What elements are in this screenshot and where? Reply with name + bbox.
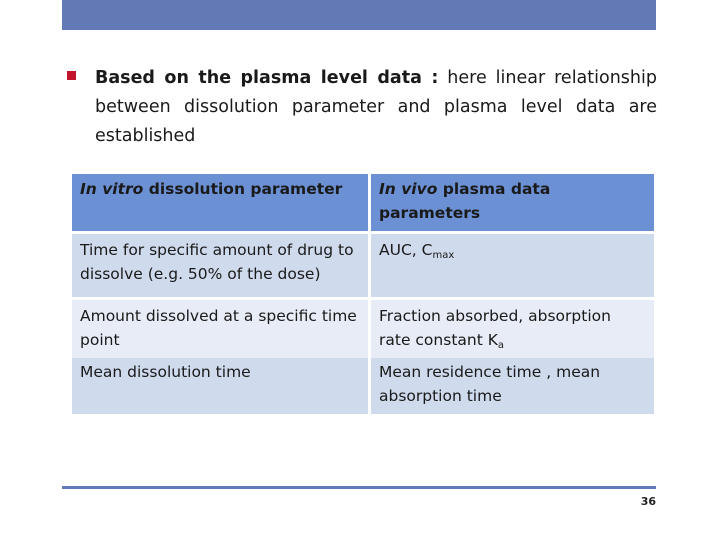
bullet-bold-lead: Based on the plasma level data : bbox=[95, 68, 439, 88]
page-number: 36 bbox=[640, 495, 656, 508]
bullet-body: here linear relationship between dissolution parameter and plasma level data are established bbox=[95, 68, 657, 146]
header-in-vitro-italic: In vitro bbox=[80, 180, 144, 198]
header-in-vivo-italic: In vivo bbox=[379, 180, 438, 198]
cell-main-text: Fraction absorbed, absorption rate constant K bbox=[379, 307, 611, 349]
table-header-row bbox=[72, 174, 654, 234]
correlation-table bbox=[72, 174, 654, 414]
bullet-square-icon bbox=[67, 71, 76, 80]
top-accent-bar bbox=[62, 0, 656, 30]
header-in-vivo-rest: plasma data parameters bbox=[379, 180, 551, 222]
footer-divider bbox=[62, 486, 656, 489]
table-cell bbox=[368, 300, 654, 358]
table-cell: Amount dissolved at a specific time point bbox=[72, 300, 368, 358]
header-cell-in-vitro bbox=[72, 174, 368, 234]
table-cell: Mean dissolution time bbox=[72, 358, 368, 414]
table-row bbox=[72, 300, 654, 358]
cell-subscript: max bbox=[432, 250, 455, 261]
bullet-text bbox=[95, 64, 657, 151]
table-row bbox=[72, 358, 654, 414]
table-row bbox=[72, 234, 654, 300]
table-cell: Mean residence time , mean absorption time bbox=[368, 358, 654, 414]
table-cell bbox=[368, 234, 654, 300]
header-in-vitro-rest: dissolution parameter bbox=[143, 180, 343, 198]
table-cell: Time for specific amount of drug to dissolve (e.g. 50% of the dose) bbox=[72, 234, 368, 300]
cell-main-text: AUC, C bbox=[379, 241, 433, 259]
cell-subscript: a bbox=[497, 340, 505, 351]
header-cell-in-vivo bbox=[368, 174, 654, 234]
bullet-point bbox=[67, 64, 657, 151]
